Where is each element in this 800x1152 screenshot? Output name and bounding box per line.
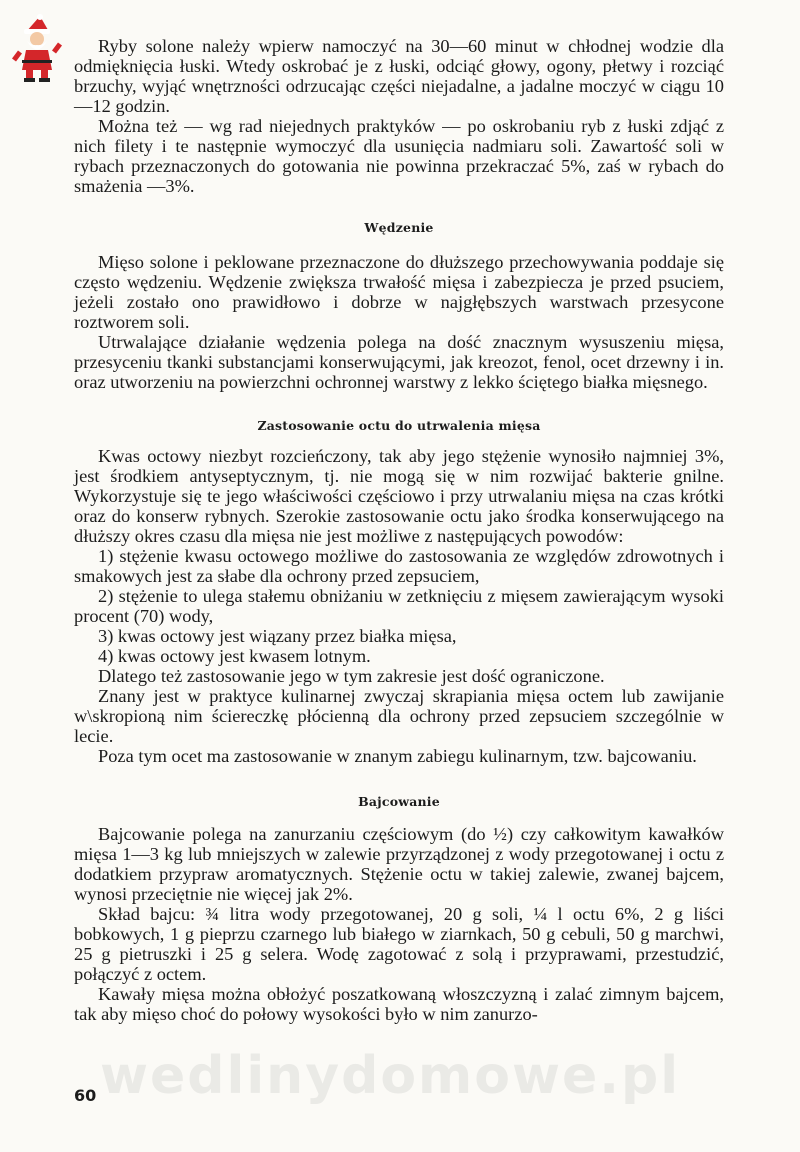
ocet-list-item: 1) stężenie kwasu octowego możliwe do zastosowania ze względów zdrowotnych i smakowych jest za słabe dla ochrony przed zepsuciem, [74,546,724,586]
wedzenie-paragraph-2: Utrwalające działanie wędzenia polega na dość znacznym wysuszeniu mięsa, przesyceniu tkanki substancjami konserwującymi, jak kreozot, fenol, ocet drzewny i in. oraz utworzeniu na powierzchni ochronnej warstwy z lekko ściętego białka mięsnego. [74,332,724,392]
intro-paragraph-2: Można też — wg rad niejednych praktyków — po oskrobaniu ryb z łuski zdjąć z nich filety i te następnie wymoczyć dla usunięcia nadmiaru soli. Zawartość soli w rybach przeznaczonych do gotowania nie powinna przekraczać 5%, zaś w rybach do smażenia —3%. [74,116,724,196]
page-text [74,36,724,1024]
bajc-paragraph-3: Kawały mięsa można obłożyć poszatkowaną włoszczyzną i zalać zimnym bajcem, tak aby mięso choć do połowy wysokości było w nim zanurzo- [74,984,724,1024]
bajc-paragraph-1: Bajcowanie polega na zanurzaniu częściowym (do ½) czy całkowitym kawałków mięsa 1—3 kg lub mniejszych w zalewie przyrządzonej z wody przegotowanej i octu z dodatkiem przypraw aromatycznych. Stężenie octu w takiej zalewie, zwanej bajcem, wynosi przeciętnie nie więcej jak 2%. [74,824,724,904]
bajc-paragraph-2: Skład bajcu: ¾ litra wody przegotowanej, 20 g soli, ¼ l octu 6%, 2 g liści bobkowych, 1 g pieprzu czarnego lub białego w ziarnkach, 50 g cebuli, 50 g marchwi, 25 g pietruszki i 25 g selera. Wodę zagotować z solą i przyprawami, przestudzić, połączyć z octem. [74,904,724,984]
ocet-paragraph-1: Kwas octowy niezbyt rozcieńczony, tak aby jego stężenie wynosiło najmniej 3%, jest środkiem antyseptycznym, tj. nie mogą się w nim rozwijać bakterie gnilne. Wykorzystuje się te jego właściwości częściowo i przy utrwalaniu mięsa na czas krótki oraz do konserw rybnych. Szerokie zastosowanie octu jako środka konserwującego na dłuższy okres czasu dla mięsa nie jest możliwe z następujących powodów: [74,446,724,546]
heading-bajcowanie: Bajcowanie [358,794,440,809]
intro-paragraph-1: Ryby solone należy wpierw namoczyć na 30—60 minut w chłodnej wodzie dla odmięknięcia łuski. Wtedy oskrobać je z łuski, odciąć głowy, ogony, płetwy i rozciąć brzuchy, wyjąć wnętrzności odrzucając części niejadalne, a jadalne moczyć w ciągu 10—12 godzin. [74,36,724,116]
ocet-list-item: 2) stężenie to ulega stałemu obniżaniu w zetknięciu z mięsem zawierającym wysoki procent (70) wody, [74,586,724,626]
page-number: 60 [74,1086,97,1105]
ocet-paragraph-4: Poza tym ocet ma zastosowanie w znanym zabiegu kulinarnym, tzw. bajcowaniu. [98,746,697,766]
ocet-list-item: 3) kwas octowy jest wiązany przez białka mięsa, [98,626,457,646]
heading-wedzenie: Wędzenie [364,220,434,235]
wedzenie-paragraph-1: Mięso solone i peklowane przeznaczone do dłuższego przechowywania poddaje się często wędzeniu. Wędzenie zwiększa trwałość mięsa i zabezpiecza je przed psuciem, jeżeli zostało ono prawidłowo i dobrze w najgłębszych warstwach przesycone roztworem soli. [74,252,724,332]
ocet-paragraph-2: Dlatego też zastosowanie jego w tym zakresie jest dość ograniczone. [98,666,605,686]
ocet-paragraph-3: Znany jest w praktyce kulinarnej zwyczaj skrapiania mięsa octem lub zawijanie w\skropioną nim ściereczkę płócienną dla ochrony przed zepsuciem szczególnie w lecie. [74,686,724,746]
santa-claus-icon [12,14,62,84]
heading-ocet: Zastosowanie octu do utrwalenia mięsa [257,418,541,433]
ocet-list-item: 4) kwas octowy jest kwasem lotnym. [98,646,371,666]
watermark: wedlinydomowe.pl [100,1046,681,1106]
